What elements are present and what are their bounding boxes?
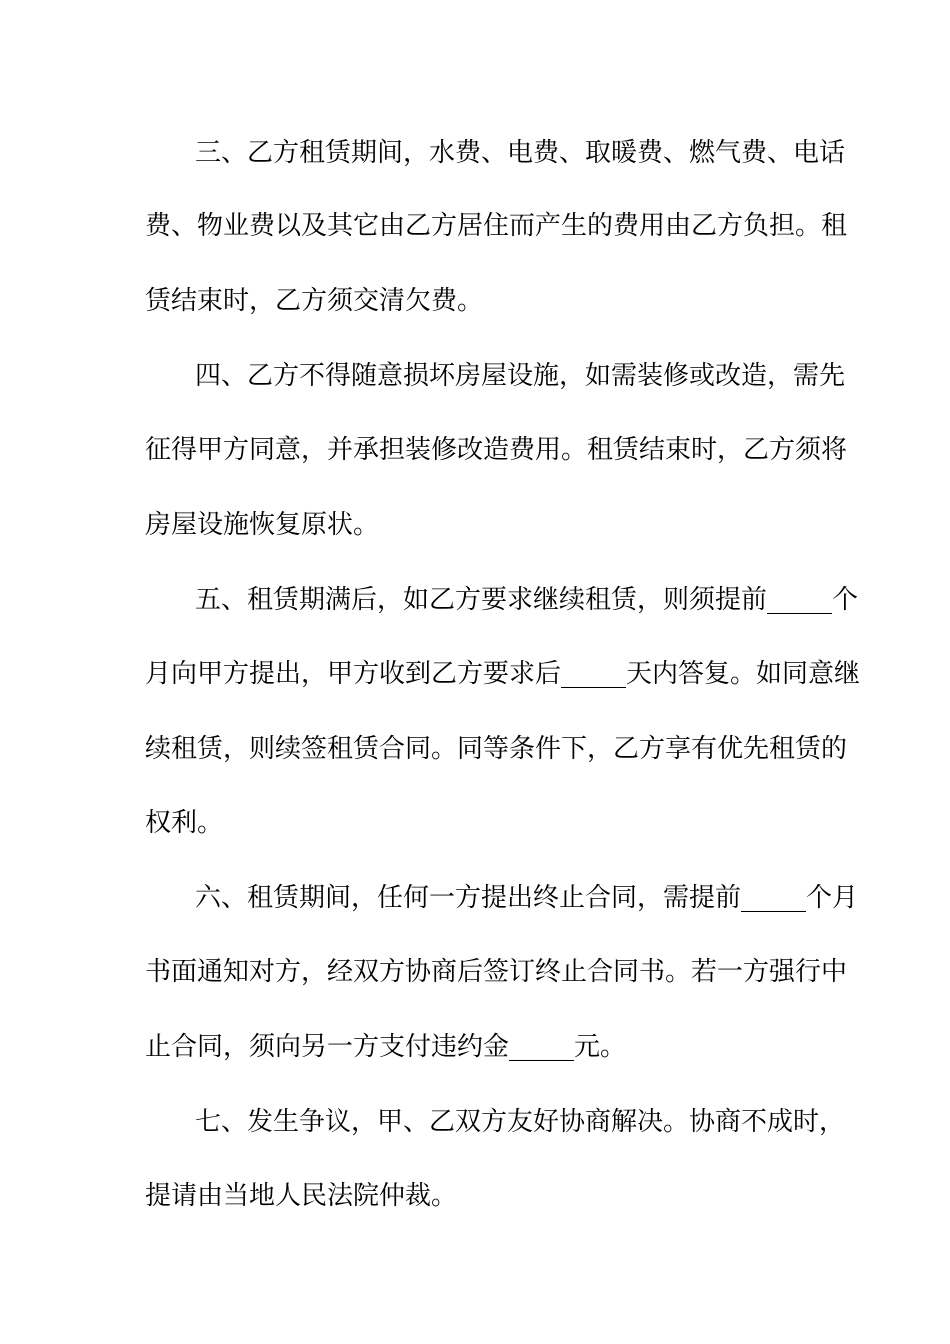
clause-7-line-1: 七、发生争议，甲、乙双方友好协商解决。协商不成时， <box>195 1107 846 1137</box>
clause-4-line-3: 房屋设施恢复原状。 <box>145 510 380 540</box>
clause-3-line-3: 赁结束时，乙方须交清欠费。 <box>145 286 484 316</box>
clause-5-line-3: 续租赁，则续签租赁合同。同等条件下，乙方享有优先租赁的 <box>145 734 848 764</box>
clause-4-line-1: 四、乙方不得随意损坏房屋设施，如需装修或改造，需先 <box>195 361 846 391</box>
clause-5-line-1: 五、租赁期满后，如乙方要求继续租赁，则须提前_____个 <box>195 585 859 615</box>
clause-5-line-4: 权利。 <box>145 808 224 838</box>
clause-7-line-2: 提请由当地人民法院仲裁。 <box>145 1181 458 1211</box>
clause-6-line-1: 六、租赁期间，任何一方提出终止合同，需提前_____个月 <box>195 883 859 913</box>
clause-4-line-2: 征得甲方同意，并承担装修改造费用。租赁结束时，乙方须将 <box>145 435 848 465</box>
clause-3-line-1: 三、乙方租赁期间，水费、电费、取暖费、燃气费、电话 <box>195 138 846 168</box>
clause-5-line-2: 月向甲方提出，甲方收到乙方要求后_____天内答复。如同意继 <box>145 659 861 689</box>
clause-6-line-2: 书面通知对方，经双方协商后签订终止合同书。若一方强行中 <box>145 957 848 987</box>
clause-6-line-3: 止合同，须向另一方支付违约金_____元。 <box>145 1032 627 1062</box>
clause-3-line-2: 费、物业费以及其它由乙方居住而产生的费用由乙方负担。租 <box>145 211 848 241</box>
